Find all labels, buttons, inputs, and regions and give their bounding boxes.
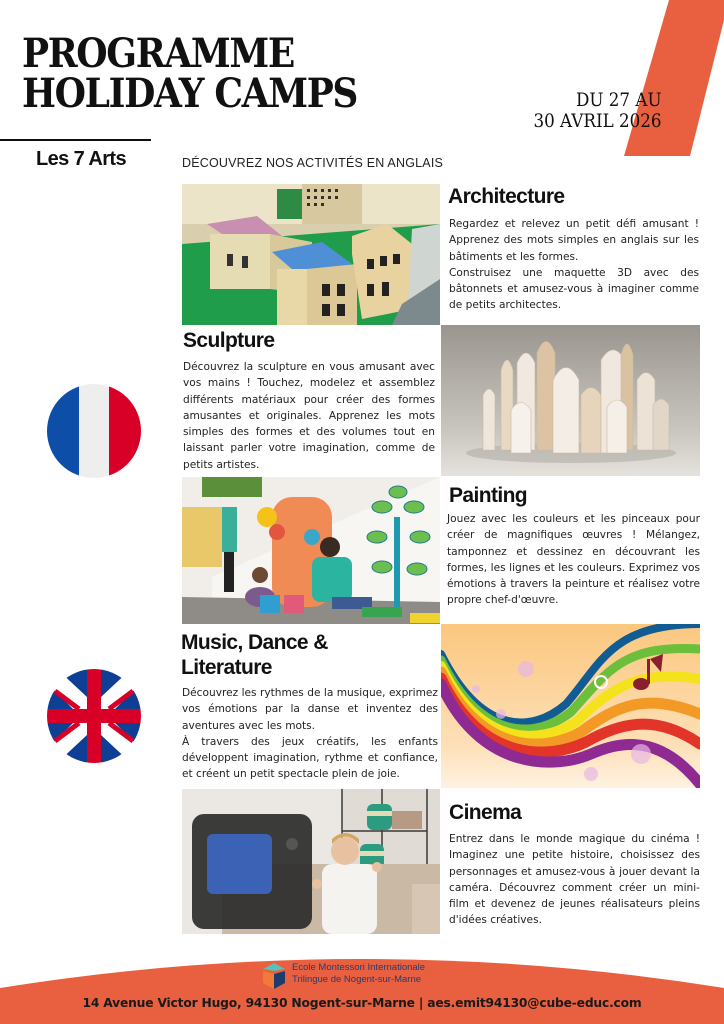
paragraph: Découvrez la sculpture en vous amusant avec vos mains ! Touchez, modelez et assemblez différents matériaux pour créer des formes amusantes et originales. Apprenez les mots simples des formes et des volumes tout en laissant parler votre imagination, comme de petits artistes.	[183, 361, 435, 471]
title-line-2: HOLIDAY CAMPS	[22, 70, 358, 117]
footer	[0, 948, 724, 1024]
section-text-music-dance-literature	[182, 685, 438, 783]
header-divider	[0, 139, 151, 141]
cinema-image	[182, 789, 440, 934]
architecture-image	[182, 184, 440, 325]
france-flag-icon	[47, 384, 141, 478]
painting-image	[182, 477, 440, 624]
section-title-architecture: Architecture	[448, 185, 565, 208]
title-line-1: Music, Dance &	[181, 631, 328, 654]
paragraph: Regardez et relevez un petit défi amusant ! Apprenez des mots simples en anglais sur les bâtiments et les formes.	[449, 218, 699, 263]
section-text-painting	[447, 511, 700, 609]
school-name-line-1: Ecole Montessori Internationale	[292, 962, 426, 973]
uk-flag-icon	[47, 669, 141, 763]
section-text-sculpture	[183, 359, 435, 473]
paragraph: Construisez une maquette 3D avec des bâtonnets et amusez-vous à imaginer comme de petits architectes.	[449, 266, 699, 312]
date-range	[534, 90, 662, 132]
paragraph: Jouez avec les couleurs et les pinceaux pour créer de magnifiques œuvres ! Mélangez, tamponnez et dessinez en découvrant les formes, les lignes et les couleurs. Exprimez vos émotions à travers la peinture et réalisez votre propre chef-d'œuvre.	[447, 513, 700, 607]
footer-address: 14 Avenue Victor Hugo, 94130 Nogent-sur-Marne | aes.emit94130@cube-educ.com	[82, 996, 642, 1010]
section-text-architecture	[449, 216, 699, 314]
school-logo-icon	[262, 962, 286, 990]
paragraph: À travers des jeux créatifs, les enfants développent imagination, rythme et confiance, et créent un petit spectacle plein de joie.	[182, 735, 438, 781]
page-title	[22, 30, 358, 117]
subtitle: Les 7 Arts	[36, 148, 126, 170]
date-line-1: DU 27 AU	[576, 89, 662, 111]
date-line-2: 30 AVRIL 2026	[533, 110, 662, 132]
paragraph: Découvrez les rythmes de la musique, exprimez vos émotions par la danse et inventez des aventures avec les mots.	[182, 687, 438, 732]
tagline: DÉCOUVREZ NOS ACTIVITÉS EN ANGLAIS	[182, 156, 444, 170]
section-title-cinema: Cinema	[449, 801, 522, 824]
section-text-cinema	[449, 831, 700, 929]
title-line-2: Literature	[181, 656, 272, 679]
section-title-sculpture: Sculpture	[183, 329, 275, 352]
title-line-1: PROGRAMME	[22, 30, 294, 77]
section-title-painting: Painting	[449, 484, 528, 507]
music-image	[441, 624, 700, 788]
school-name-line-2: Trilingue de Nogent-sur-Marne	[292, 973, 422, 985]
paragraph: Entrez dans le monde magique du cinéma ! Imaginez une petite histoire, choisissez des personnages et amusez-vous à jouer devant la caméra. Découvrez comment créer un mini-film et devenez de jeunes réalisateurs pleins d'idées créatives.	[449, 833, 700, 927]
sculpture-image	[441, 325, 700, 476]
school-name	[292, 962, 425, 985]
section-title-music-dance-literature	[181, 630, 328, 680]
